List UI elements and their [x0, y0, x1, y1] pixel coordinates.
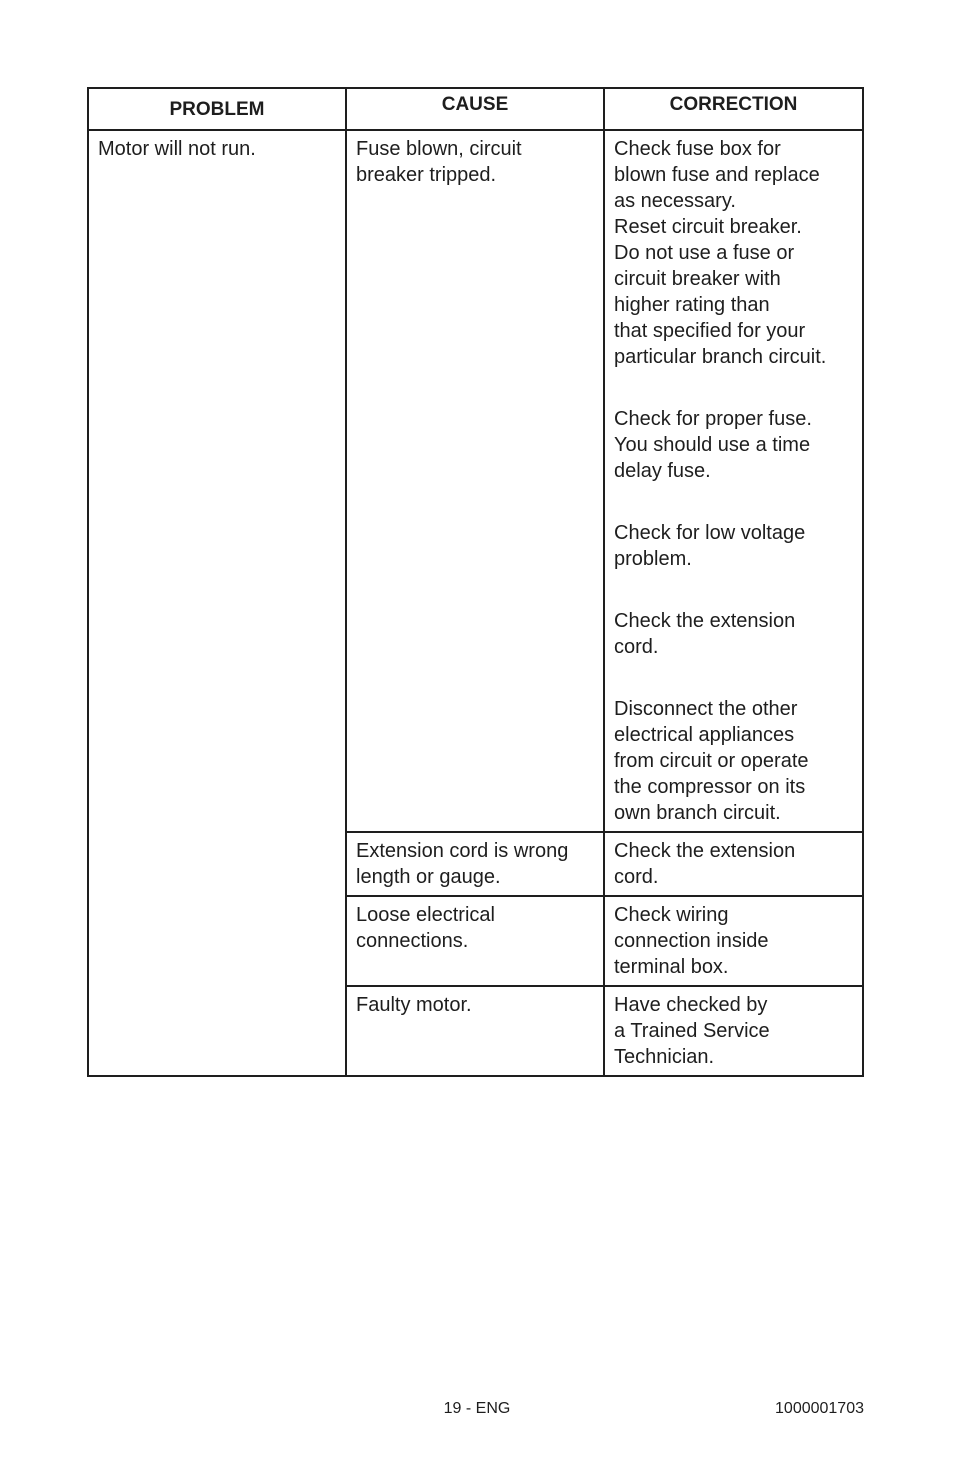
correction-line: particular branch circuit.	[614, 346, 827, 368]
table-row	[88, 130, 863, 832]
table-header-row	[88, 88, 863, 130]
cause-line: Faulty motor.	[356, 994, 472, 1016]
correction-cell	[604, 130, 863, 832]
correction-block	[614, 520, 854, 572]
correction-line: higher rating than	[614, 294, 770, 316]
header-correction-label: CORRECTION	[669, 94, 798, 115]
document-number: 1000001703	[775, 1400, 864, 1417]
correction-line: Have checked by	[614, 994, 768, 1016]
correction-line: Check for proper fuse.	[614, 408, 812, 430]
cause-cell	[346, 130, 604, 832]
cause-line: Loose electrical	[356, 904, 495, 926]
header-problem-label: PROBLEM	[169, 99, 265, 120]
correction-block	[614, 992, 854, 1070]
correction-line: problem.	[614, 548, 692, 570]
correction-line: Reset circuit breaker.	[614, 216, 802, 238]
correction-block	[614, 696, 854, 826]
problem-text: Motor will not run.	[98, 138, 256, 160]
correction-line: connection inside	[614, 930, 769, 952]
correction-line: delay fuse.	[614, 460, 711, 482]
correction-block	[614, 902, 854, 980]
correction-line: Check for low voltage	[614, 522, 806, 544]
cause-cell	[346, 986, 604, 1076]
correction-line: circuit breaker with	[614, 268, 781, 290]
cause-line: length or gauge.	[356, 866, 501, 888]
page-number: 19 - ENG	[443, 1400, 511, 1417]
header-cause	[346, 88, 604, 130]
correction-line: from circuit or operate	[614, 750, 809, 772]
correction-line: electrical appliances	[614, 724, 795, 746]
correction-line: terminal box.	[614, 956, 729, 978]
correction-block	[614, 406, 854, 484]
problem-cell	[88, 130, 346, 1076]
table-body	[88, 130, 863, 1076]
correction-block	[614, 838, 854, 890]
correction-line: Check wiring	[614, 904, 729, 926]
correction-line: own branch circuit.	[614, 802, 781, 824]
correction-block	[614, 608, 854, 660]
correction-line: cord.	[614, 866, 659, 888]
troubleshooting-table	[87, 87, 864, 1077]
correction-line: that specified for your	[614, 320, 806, 342]
header-correction	[604, 88, 863, 130]
correction-line: as necessary.	[614, 190, 736, 212]
correction-line: the compressor on its	[614, 776, 806, 798]
correction-cell	[604, 896, 863, 986]
header-cause-label: CAUSE	[441, 94, 509, 115]
correction-line: Technician.	[614, 1046, 715, 1068]
correction-line: a Trained Service	[614, 1020, 770, 1042]
correction-line: Check the extension	[614, 840, 796, 862]
cause-line: Fuse blown, circuit	[356, 138, 522, 160]
correction-block	[614, 136, 854, 370]
correction-line: Do not use a fuse or	[614, 242, 795, 264]
cause-line: connections.	[356, 930, 469, 952]
cause-cell	[346, 832, 604, 896]
cause-line: Extension cord is wrong	[356, 840, 569, 862]
cause-cell	[346, 896, 604, 986]
cause-line: breaker tripped.	[356, 164, 497, 186]
correction-line: Check fuse box for	[614, 138, 781, 160]
correction-line: You should use a time	[614, 434, 811, 456]
correction-line: blown fuse and replace	[614, 164, 820, 186]
correction-cell	[604, 832, 863, 896]
header-problem	[88, 88, 346, 130]
correction-cell	[604, 986, 863, 1076]
correction-line: Check the extension	[614, 610, 796, 632]
correction-line: cord.	[614, 636, 659, 658]
correction-line: Disconnect the other	[614, 698, 798, 720]
